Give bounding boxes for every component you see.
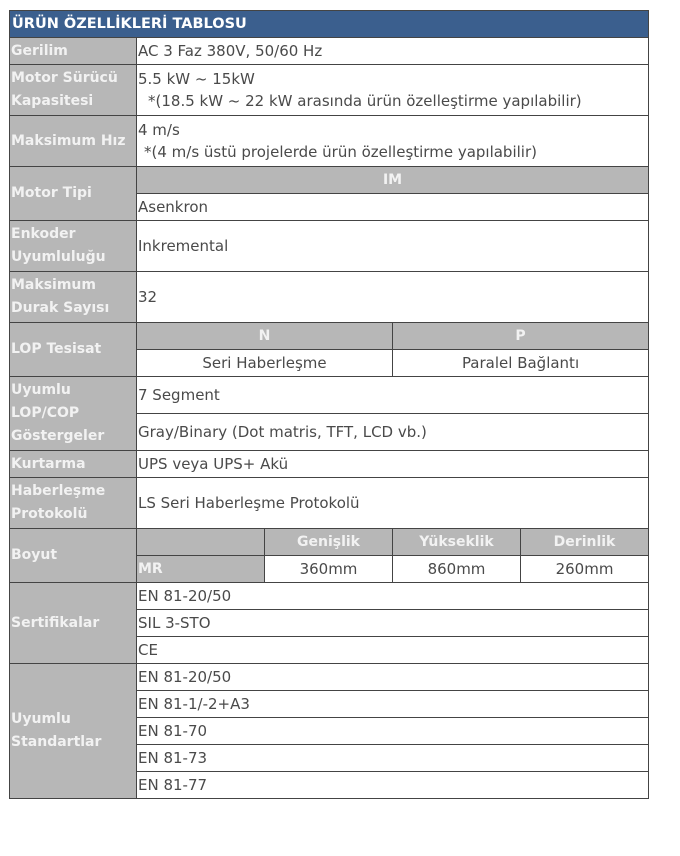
value-std-3: EN 81-70 — [137, 718, 649, 745]
spec-table-container — [9, 10, 648, 799]
row-std-1 — [10, 664, 649, 691]
size-height-value: 860mm — [393, 556, 521, 583]
size-header-blank — [137, 529, 265, 556]
table-title: ÜRÜN ÖZELLİKLERİ TABLOSU — [10, 11, 649, 38]
value-motor: Asenkron — [137, 194, 649, 221]
value-display-1: 7 Segment — [137, 377, 649, 414]
value-cert-2: SIL 3-STO — [137, 610, 649, 637]
label-motor: Motor Tipi — [10, 167, 137, 221]
row-size-header — [10, 529, 649, 556]
label-voltage: Gerilim — [10, 38, 137, 65]
note-speed: *(4 m/s üstü projelerde ürün özelleştirme yapılabilir) — [144, 143, 537, 161]
lop-value-p: Paralel Bağlantı — [393, 350, 649, 377]
cell-speed — [137, 116, 649, 167]
row-cert-1 — [10, 583, 649, 610]
row-encoder — [10, 221, 649, 272]
row-protocol — [10, 478, 649, 529]
row-motor-header — [10, 167, 649, 194]
value-protocol: LS Seri Haberleşme Protokolü — [137, 478, 649, 529]
value-stops: 32 — [137, 272, 649, 323]
row-voltage — [10, 38, 649, 65]
value-encoder: Inkremental — [137, 221, 649, 272]
value-rescue: UPS veya UPS+ Akü — [137, 451, 649, 478]
table-title-row — [10, 11, 649, 38]
value-std-4: EN 81-73 — [137, 745, 649, 772]
value-cert-1: EN 81-20/50 — [137, 583, 649, 610]
label-lop: LOP Tesisat — [10, 323, 137, 377]
value-voltage: AC 3 Faz 380V, 50/60 Hz — [137, 38, 649, 65]
row-capacity — [10, 65, 649, 116]
size-width-value: 360mm — [265, 556, 393, 583]
value-std-2: EN 81-1/-2+A3 — [137, 691, 649, 718]
size-header-width: Genişlik — [265, 529, 393, 556]
value-capacity: 5.5 kW ~ 15kW — [138, 70, 255, 88]
note-capacity: *(18.5 kW ~ 22 kW arasında ürün özelleştirme yapılabilir) — [148, 92, 582, 110]
label-encoder: Enkoder Uyumluluğu — [10, 221, 137, 272]
value-speed: 4 m/s — [138, 121, 180, 139]
label-size: Boyut — [10, 529, 137, 583]
product-spec-table — [9, 10, 649, 799]
size-depth-value: 260mm — [521, 556, 649, 583]
label-capacity: Motor Sürücü Kapasitesi — [10, 65, 137, 116]
row-lop-header — [10, 323, 649, 350]
label-stops: Maksimum Durak Sayısı — [10, 272, 137, 323]
size-header-height: Yükseklik — [393, 529, 521, 556]
row-stops — [10, 272, 649, 323]
motor-header: IM — [137, 167, 649, 194]
value-display-2: Gray/Binary (Dot matris, TFT, LCD vb.) — [137, 414, 649, 451]
row-speed — [10, 116, 649, 167]
label-speed: Maksimum Hız — [10, 116, 137, 167]
value-std-5: EN 81-77 — [137, 772, 649, 799]
label-protocol: Haberleşme Protokolü — [10, 478, 137, 529]
row-rescue — [10, 451, 649, 478]
value-std-1: EN 81-20/50 — [137, 664, 649, 691]
cell-capacity — [137, 65, 649, 116]
value-cert-3: CE — [137, 637, 649, 664]
size-model: MR — [137, 556, 265, 583]
label-certificates: Sertifikalar — [10, 583, 137, 664]
label-standards: Uyumlu Standartlar — [10, 664, 137, 799]
label-display: Uyumlu LOP/COP Göstergeler — [10, 377, 137, 451]
size-header-depth: Derinlik — [521, 529, 649, 556]
lop-header-p: P — [393, 323, 649, 350]
lop-value-n: Seri Haberleşme — [137, 350, 393, 377]
label-rescue: Kurtarma — [10, 451, 137, 478]
row-display-1 — [10, 377, 649, 414]
lop-header-n: N — [137, 323, 393, 350]
